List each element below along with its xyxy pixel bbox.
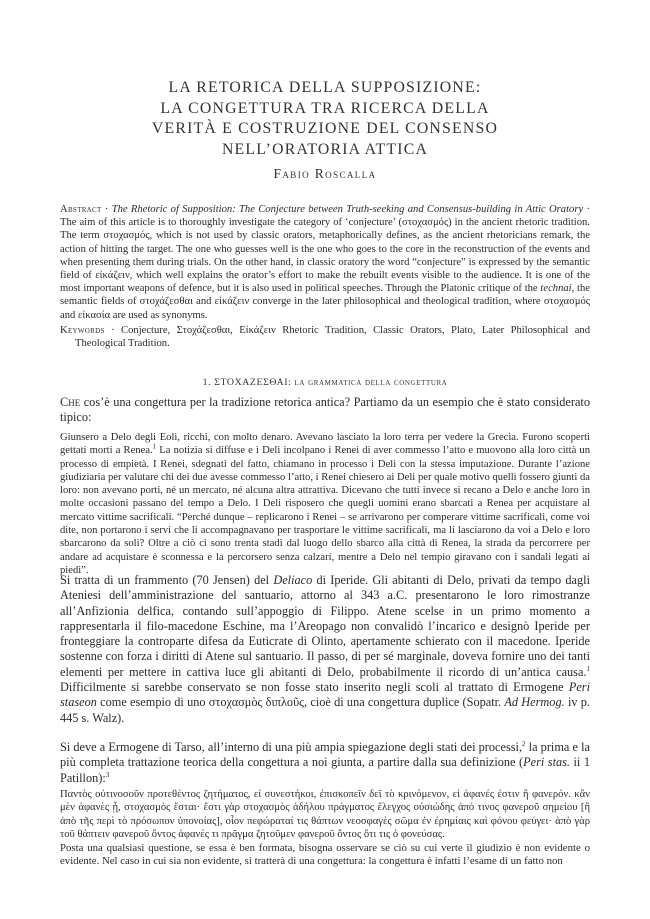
abstract-title: The Rhetoric of Supposition: The Conjecture between Truth-seeking and Consensus-building in Attic Oratory — [111, 204, 584, 215]
abstract-separator: · — [101, 204, 112, 215]
work-title: Peri stas. — [523, 755, 570, 770]
paragraph-text: ii 1 Patillon): — [60, 755, 590, 785]
title-line: NELL’ORATORIA ATTICA — [221, 140, 429, 158]
title-line: LA RETORICA DELLA SUPPOSIZIONE: — [168, 79, 482, 96]
work-title: Peri staseon — [60, 680, 590, 710]
abstract-technai: technai — [540, 283, 572, 295]
paragraph-text: Difficilmente si sarebbe conservato se non fosse stato inserito negli scoli al trattato di Ermogene — [60, 680, 569, 695]
abstract-label: Abstract — [60, 204, 102, 215]
paragraph-intro — [60, 395, 590, 426]
greek-quotation: Παντὸς οὐτινοσοῦν προτεθέντος ζητήματος, εἰ συνεστήκοι, ἐπισκοπεῖν δεῖ τὸ κρινόμενον, εἰ ἀφανές ἐστιν ἢ φανερόν. κἂν μὲν ἀφανὲς ᾖ, στοχασμὸς ἔσται· ἔστι γὰρ στοχασμὸς ἀδήλου πράγματος ἔλεγχος οὐσιώδης ἀπό τινος φανεροῦ σημείου [ἢ ἀπὸ τῆς περὶ τὸ πρόσωπον ὑπονοίας], οἷον πεφώραταί τις θάπτων νεοσφαγὲς σῶμα ἐν ἐρημίαις καὶ φόνου φεύγει· ἀπὸ γὰρ τοῦ θάπτειν φανεροῦ ὄντος ἀφανές τι πρᾶγμα ζητοῦμεν φανεροῦ ὄντος ὅτι τις ὁ φονεύσας. — [60, 789, 590, 840]
work-title: Deliaco — [273, 573, 313, 587]
section-title: : la grammatica della congettura — [288, 377, 448, 388]
paragraph-text: come esempio di uno στοχασμὸς διπλοῦς, cioè di una congettura duplice (Sopatr. — [96, 695, 505, 710]
paragraph-hermogenes — [60, 740, 590, 786]
paragraph-text: cos’è una congettura per la tradizione retorica antica? Partiamo da un esempio che è stato considerato tipico: — [60, 395, 590, 425]
abstract-text-end: , the semantic fields of στοχάζεσθαι and εἰκάζειν converge in the later philosophical and theological tradition, where στοχασμός and εἰκασία are used as synonyms. — [60, 283, 590, 321]
title-line: VERITÀ E COSTRUZIONE DEL CONSENSO — [151, 120, 499, 137]
work-title: Ad Hermog. — [504, 695, 565, 710]
quote-text: Giunsero a Delo degli Eoli, ricchi, con molto denaro. Avevano lasciato la loro terra per vedere la Grecia. Furono scoperti gettati morti a Renea. — [60, 432, 590, 457]
block-quote — [60, 431, 590, 577]
paragraph-text: iv p. 445 s. Walz). — [60, 695, 590, 725]
paragraph-lead: Che — [60, 395, 81, 409]
paragraph-text: la prima e la più completa trattazione teorica della congettura a noi giunta, a partire dalla sua definizione ( — [60, 740, 590, 770]
section-greek: ΣΤΟΧΑΖΕΣΘΑΙ — [214, 377, 289, 388]
section-number: 1. — [202, 377, 215, 388]
keywords-label: Keywords — [60, 325, 105, 336]
author-name: Fabio Roscalla — [273, 166, 377, 181]
footnote-ref[interactable]: 1 — [152, 442, 157, 451]
keywords — [60, 324, 590, 350]
section-heading — [0, 377, 650, 388]
footnote-ref[interactable]: 1 — [586, 664, 590, 673]
paragraph-text: Si deve a Ermogene di Tarso, all’interno di una più ampia spiegazione degli stati dei processi, — [60, 740, 523, 754]
abstract — [60, 203, 590, 322]
footnote-ref[interactable]: 3 — [105, 770, 110, 779]
paragraph-text: di Iperide. Gli abitanti di Delo, privati da tempo dagli Ateniesi dell’amministrazione del santuario, attorno al 343 a.C. presentarono le loro rimostranze all’Anfizionia delfica, contando sull’appoggio di Filippo. Atene scelse in un primo momento a rappresentarla il filo-macedone Eschine, ma l’Areopago non convalidò l’incarico e designò Iperide per fronteggiare la controparte difesa da Euticrate di Olinto, apertamente schierato con il macedone. Iperide sostenne con forza i diritti di Atene sul santuario. Il passo, di per sé marginale, doveva fornire uno dei tanti elementi per mettere in cattiva luce gli abitanti di Delo, probabilmente il ricordo di un’antica causa. — [60, 573, 590, 679]
paragraph-text: Si tratta di un frammento (70 Jensen) del — [60, 573, 274, 587]
paragraph-hyperides — [60, 573, 590, 726]
abstract-text: · The aim of this article is to thoroughly investigate the category of ‘conjecture’ (στοχασμός) in the ancient rhetoric tradition. The term στοχασμός, which is not used by classic orators, metaphorically defines, as the ancient rhetoricians remark, the action of hitting the target. The one who guesses well is the one who goes to the core in the reconstruction of the events and when presenting them during trials. On the other hand, in classic oratory the word “conjecture” is expressed by the semantic field of εἰκάζειν, which well explains the orator’s effort to make the rebuilt events visible to the audience. It is one of the most important weapons of defence, but it is also used in political speeches. Through the Platonic critique of the — [60, 204, 590, 295]
article-title — [80, 78, 570, 160]
quote-text: La notizia si diffuse e i Deli incolpano i Renei di aver commesso l’atto e muovono alla loro città un processo di empietà. I Renei, sdegnati del fatto, chiamano in processo i Deli con la stessa imputazione. Durante l’azione giudiziaria per valutare chi dei due avesse commesso l’atto, i Renei chiesero ai Deli per quale motivo quelli fossero giunti da loro: non avevano porti, né un mercato, né alcuna altra attrattiva. Dicevano che tutti invece si recano a Delo e anche loro in molte occasioni passano del tempo a Delo. I Deli risposero che quegli uomini erano sbarcati a Renea per acquistare al mercato vittime sacrificali. “Perché dunque – replicarono i Renei – se arrivarono per comperare vittime sacrificali, come voi dite, non portarono i servi che li accompagnavano per trasportare le vittime sacrificali, ma li lasciarono da voi a Delo e loro sbarcarono da soli? Oltre a ciò ci sono trenta stadi dal luogo dello sbarco alla città di Renea, la strada da percorrere per andare ad acquistare è sconnessa e la percorsero senza calzari, mentre a Delo nel tempio giravano con i sandali legati ai piedi”. — [60, 445, 590, 576]
keywords-text: · Conjecture, Στοχάζεσθαι, Εἰκάζειν Rhetoric Tradition, Classic Orators, Plato, Later Philosophical and Theological Tradition. — [75, 325, 590, 350]
footnote-ref[interactable]: 2 — [522, 739, 526, 748]
title-line: LA CONGETTURA TRA RICERCA DELLA — [160, 99, 490, 117]
paragraph-translation: Posta una qualsiasi questione, se essa è ben formata, bisogna osservare se ciò su cui verte il giudizio è non evidente o evidente. Nel caso in cui sia non evidente, si tratterà di una congettura: la congettura è infatti l’esame di un fatto non — [60, 842, 590, 868]
